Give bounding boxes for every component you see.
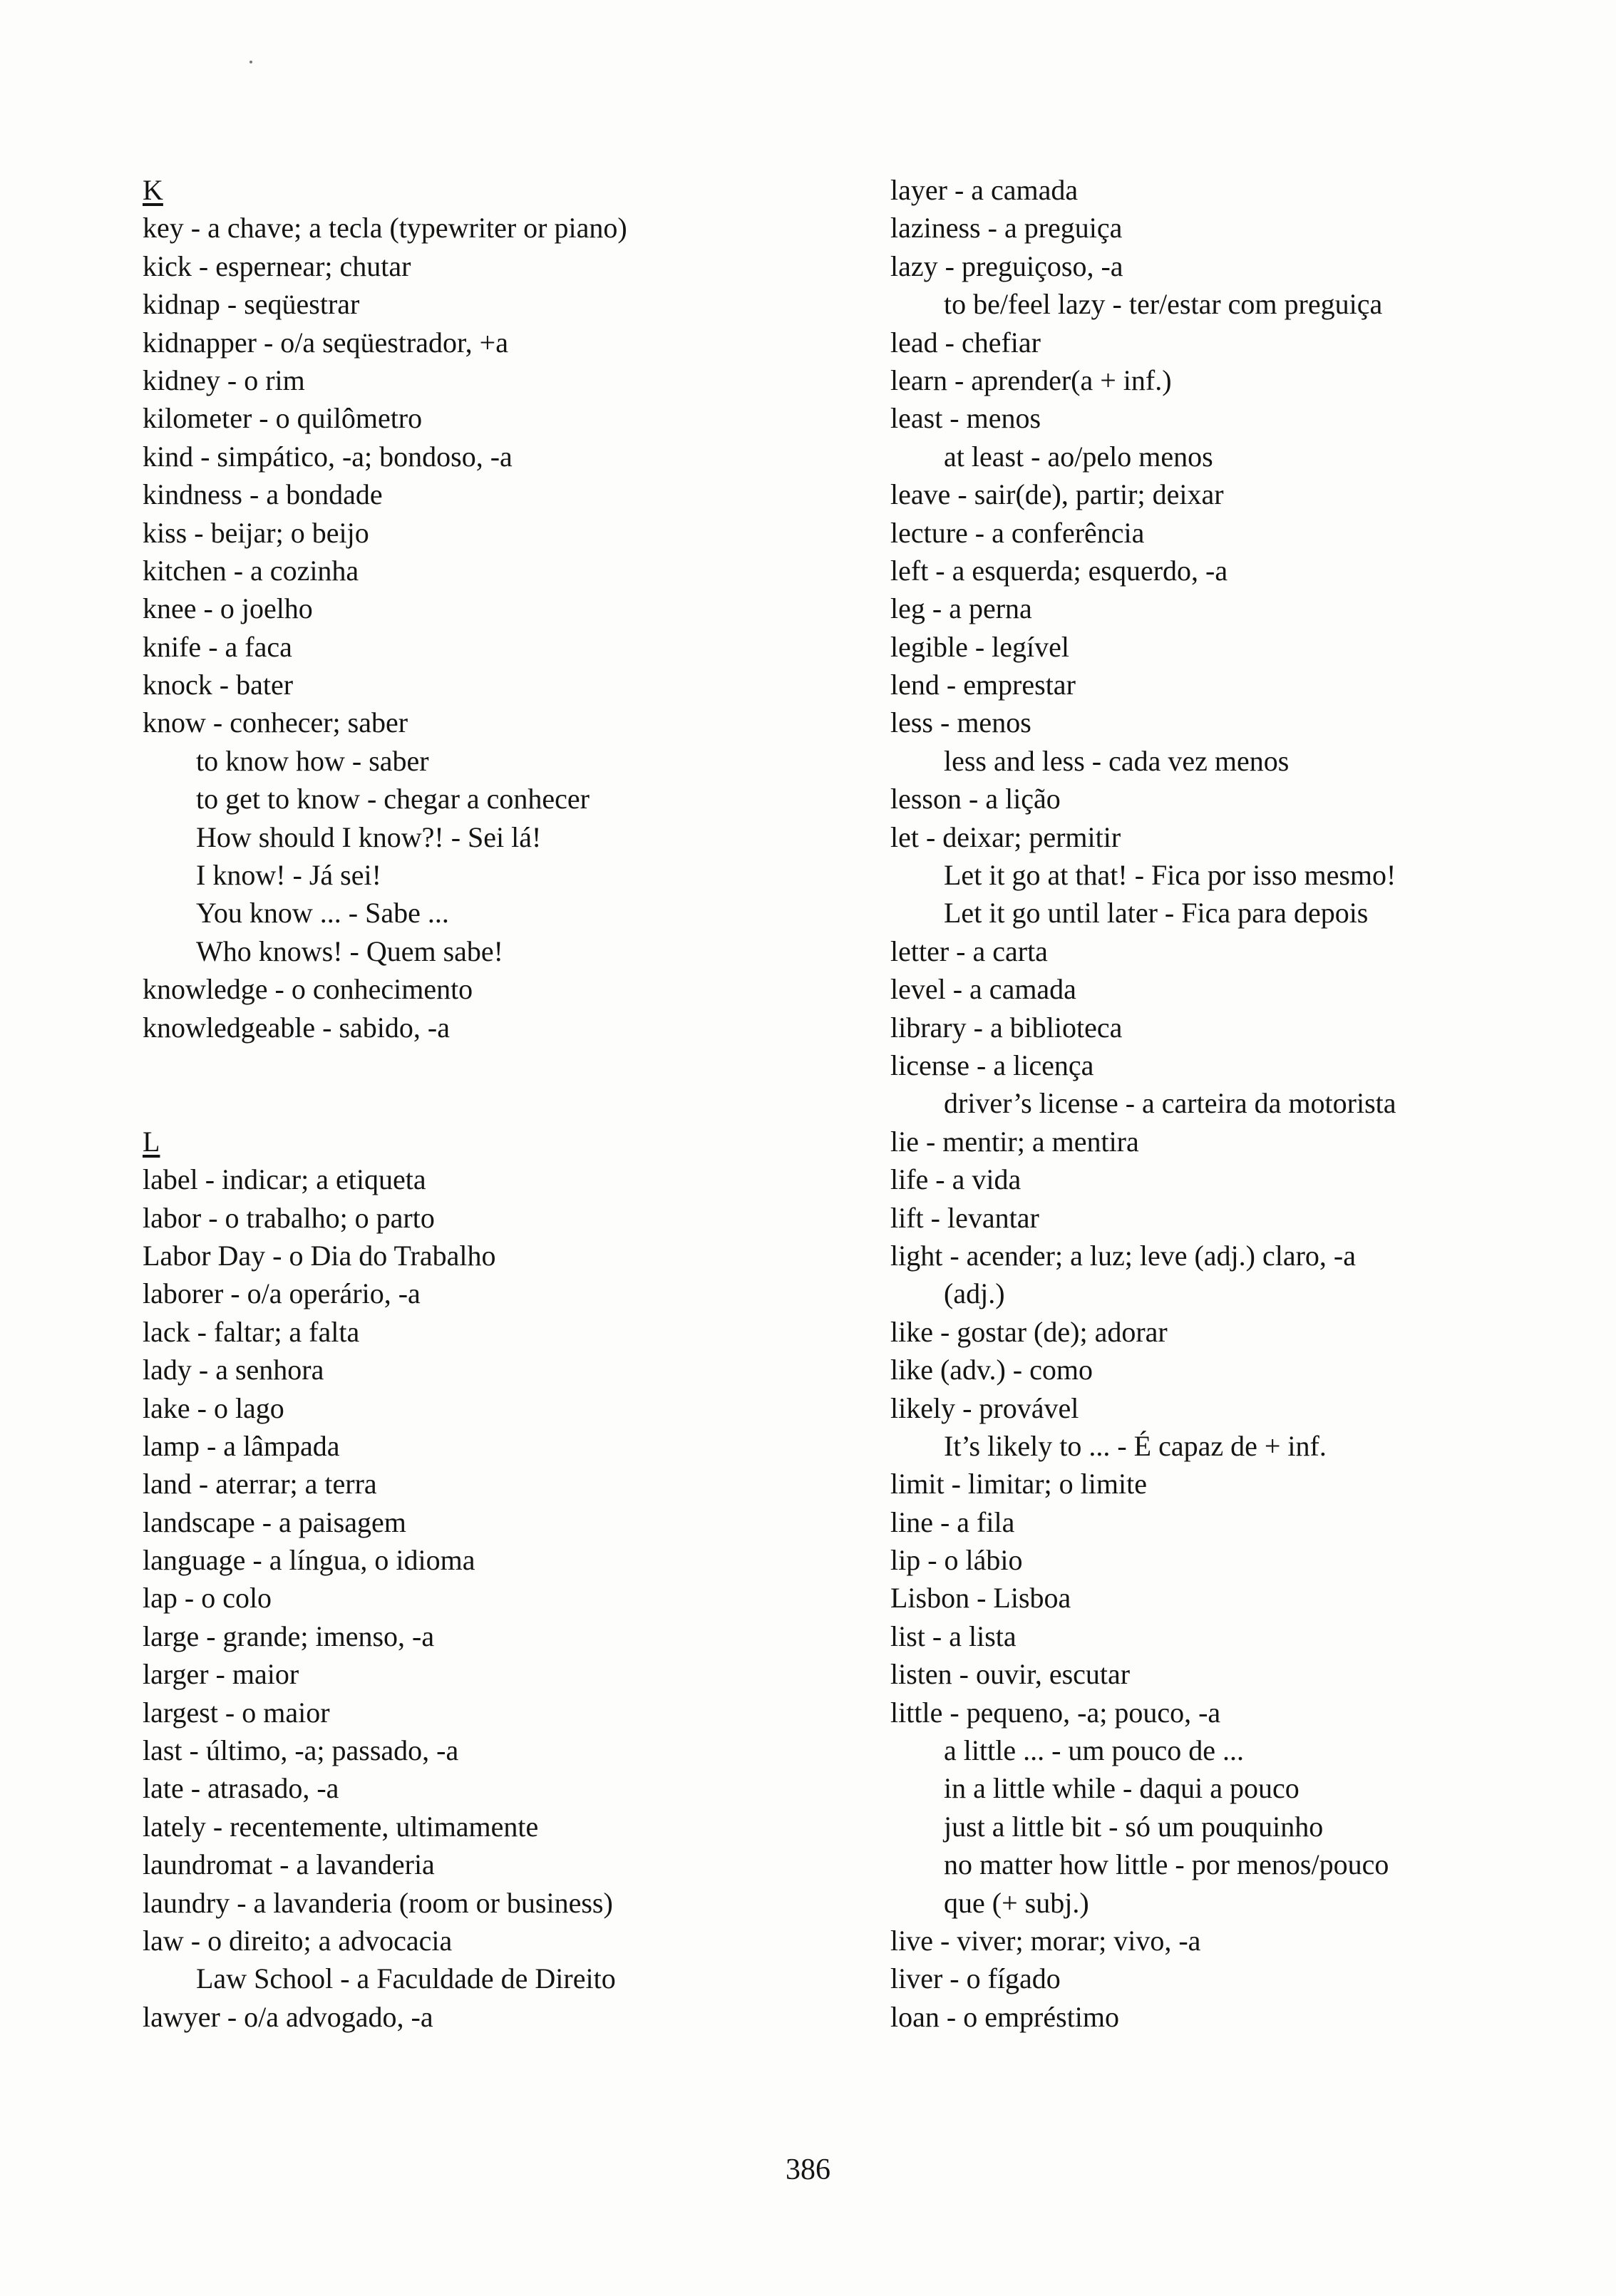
dictionary-entry: kilometer - o quilômetro	[143, 402, 423, 435]
sub-entry: to get to know - chegar a conhecer	[196, 783, 590, 815]
dictionary-entry: kiss - beijar; o beijo	[143, 516, 369, 549]
sub-entry: I know! - Já sei!	[196, 859, 381, 892]
dictionary-entry: kidnap - seqüestrar	[143, 288, 360, 321]
dictionary-entry: lap - o colo	[143, 1582, 272, 1615]
dictionary-entry: limit - limitar; o limite	[890, 1468, 1147, 1500]
speck-mark	[249, 61, 252, 63]
dictionary-entry: layer - a camada	[890, 174, 1079, 206]
blank-line	[143, 1084, 855, 1122]
section-letter-heading: L	[143, 1125, 160, 1158]
sub-entry: Let it go at that! - Fica por isso mesmo!	[944, 859, 1396, 892]
dictionary-entry: list - a lista	[890, 1620, 1017, 1652]
section-letter-heading: K	[143, 174, 163, 206]
dictionary-entry: key - a chave; a tecla (typewriter or piano)	[143, 212, 627, 244]
dictionary-entry: lecture - a conferência	[890, 516, 1145, 549]
dictionary-entry: like (adv.) - como	[890, 1354, 1093, 1386]
left-column	[143, 171, 855, 2036]
dictionary-entry: lip - o lábio	[890, 1544, 1023, 1577]
sub-entry: at least - ao/pelo menos	[944, 440, 1213, 473]
dictionary-entry: lend - emprestar	[890, 669, 1076, 701]
dictionary-entry: little - pequeno, -a; pouco, -a	[890, 1696, 1221, 1729]
dictionary-entry: landscape - a paisagem	[143, 1505, 406, 1538]
sub-entry: It’s likely to ... - É capaz de + inf.	[944, 1429, 1327, 1462]
sub-entry: You know ... - Sabe ...	[196, 897, 449, 930]
dictionary-entry: lady - a senhora	[143, 1354, 324, 1386]
dictionary-entry: labor - o trabalho; o parto	[143, 1201, 435, 1234]
dictionary-entry: knock - bater	[143, 669, 294, 701]
dictionary-entry: last - último, -a; passado, -a	[143, 1734, 459, 1767]
dictionary-entry: kidnapper - o/a seqüestrador, +a	[143, 326, 508, 359]
dictionary-entry: large - grande; imenso, -a	[143, 1620, 435, 1652]
dictionary-entry: left - a esquerda; esquerdo, -a	[890, 554, 1228, 587]
dictionary-entry: learn - aprender(a + inf.)	[890, 364, 1172, 396]
dictionary-entry: larger - maior	[143, 1658, 299, 1691]
dictionary-entry: lately - recentemente, ultimamente	[143, 1810, 539, 1843]
dictionary-entry: line - a fila	[890, 1505, 1015, 1538]
page-number: 386	[786, 2153, 830, 2186]
dictionary-entry: leave - sair(de), partir; deixar	[890, 478, 1224, 511]
dictionary-entry: kind - simpático, -a; bondoso, -a	[143, 440, 513, 473]
sub-entry: a little ... - um pouco de ...	[944, 1734, 1245, 1767]
dictionary-entry: lift - levantar	[890, 1201, 1039, 1234]
dictionary-entry: least - menos	[890, 402, 1041, 435]
dictionary-entry: light - acender; a luz; leve (adj.) claro, -a	[890, 1239, 1356, 1272]
dictionary-entry: lie - mentir; a mentira	[890, 1125, 1139, 1158]
dictionary-entry: leg - a perna	[890, 592, 1032, 625]
dictionary-entry: knowledgeable - sabido, -a	[143, 1011, 450, 1044]
dictionary-entry: laundry - a lavanderia (room or business)	[143, 1886, 613, 1919]
dictionary-entry: language - a língua, o idioma	[143, 1544, 475, 1577]
dictionary-entry: knife - a faca	[143, 630, 292, 663]
sub-entry: Who knows! - Quem sabe!	[196, 935, 503, 967]
sub-entry: to know how - saber	[196, 744, 429, 777]
sub-entry: in a little while - daqui a pouco	[944, 1772, 1300, 1805]
dictionary-entry: lazy - preguiçoso, -a	[890, 249, 1123, 282]
dictionary-entry: live - viver; morar; vivo, -a	[890, 1924, 1201, 1957]
dictionary-entry: lead - chefiar	[890, 326, 1041, 359]
dictionary-entry: like - gostar (de); adorar	[890, 1315, 1168, 1348]
dictionary-entry: Labor Day - o Dia do Trabalho	[143, 1239, 496, 1272]
dictionary-entry: laundromat - a lavanderia	[143, 1848, 435, 1881]
dictionary-entry: letter - a carta	[890, 935, 1048, 967]
sub-entry: How should I know?! - Sei lá!	[196, 820, 542, 853]
dictionary-entry: lamp - a lâmpada	[143, 1429, 340, 1462]
dictionary-entry: life - a vida	[890, 1163, 1021, 1196]
dictionary-entry: liver - o fígado	[890, 1962, 1061, 1995]
dictionary-entry: kindness - a bondade	[143, 478, 383, 511]
sub-entry: Let it go until later - Fica para depois	[944, 897, 1369, 930]
sub-entry: driver’s license - a carteira da motorista	[944, 1087, 1396, 1120]
dictionary-entry: lake - o lago	[143, 1391, 284, 1424]
dictionary-entry: kidney - o rim	[143, 364, 305, 396]
dictionary-entry: library - a biblioteca	[890, 1011, 1123, 1044]
dictionary-entry: license - a licença	[890, 1049, 1094, 1081]
dictionary-entry: lack - faltar; a falta	[143, 1315, 360, 1348]
dictionary-entry: loan - o empréstimo	[890, 2000, 1120, 2033]
blank-line	[143, 1046, 855, 1084]
sub-entry: just a little bit - só um pouquinho	[944, 1810, 1324, 1843]
dictionary-entry: likely - provável	[890, 1391, 1079, 1424]
sub-entry: less and less - cada vez menos	[944, 744, 1290, 777]
dictionary-entry: Lisbon - Lisboa	[890, 1582, 1071, 1615]
dictionary-entry: land - aterrar; a terra	[143, 1468, 377, 1500]
sub-entry: no matter how little - por menos/pouco	[944, 1848, 1389, 1881]
dictionary-entry: knowledge - o conhecimento	[143, 973, 473, 1006]
dictionary-entry: largest - o maior	[143, 1696, 330, 1729]
dictionary-entry: let - deixar; permitir	[890, 820, 1121, 853]
dictionary-entry: legible - legível	[890, 630, 1070, 663]
dictionary-entry: listen - ouvir, escutar	[890, 1658, 1131, 1691]
dictionary-entry: laborer - o/a operário, -a	[143, 1277, 421, 1310]
dictionary-entry: label - indicar; a etiqueta	[143, 1163, 426, 1196]
entry-continuation: (adj.)	[944, 1277, 1005, 1310]
dictionary-entry: lawyer - o/a advogado, -a	[143, 2000, 433, 2033]
dictionary-entry: know - conhecer; saber	[143, 706, 408, 739]
sub-entry: que (+ subj.)	[944, 1886, 1089, 1919]
dictionary-entry: kitchen - a cozinha	[143, 554, 359, 587]
dictionary-entry: laziness - a preguiça	[890, 212, 1123, 244]
dictionary-entry: lesson - a lição	[890, 783, 1061, 815]
dictionary-entry: less - menos	[890, 706, 1031, 739]
sub-entry: to be/feel lazy - ter/estar com preguiça	[944, 288, 1383, 321]
sub-entry: Law School - a Faculdade de Direito	[196, 1962, 616, 1995]
dictionary-entry: law - o direito; a advocacia	[143, 1924, 453, 1957]
dictionary-entry: late - atrasado, -a	[143, 1772, 339, 1805]
right-column	[890, 171, 1568, 2036]
dictionary-entry: kick - espernear; chutar	[143, 249, 411, 282]
dictionary-entry: level - a camada	[890, 973, 1076, 1006]
dictionary-entry: knee - o joelho	[143, 592, 313, 625]
